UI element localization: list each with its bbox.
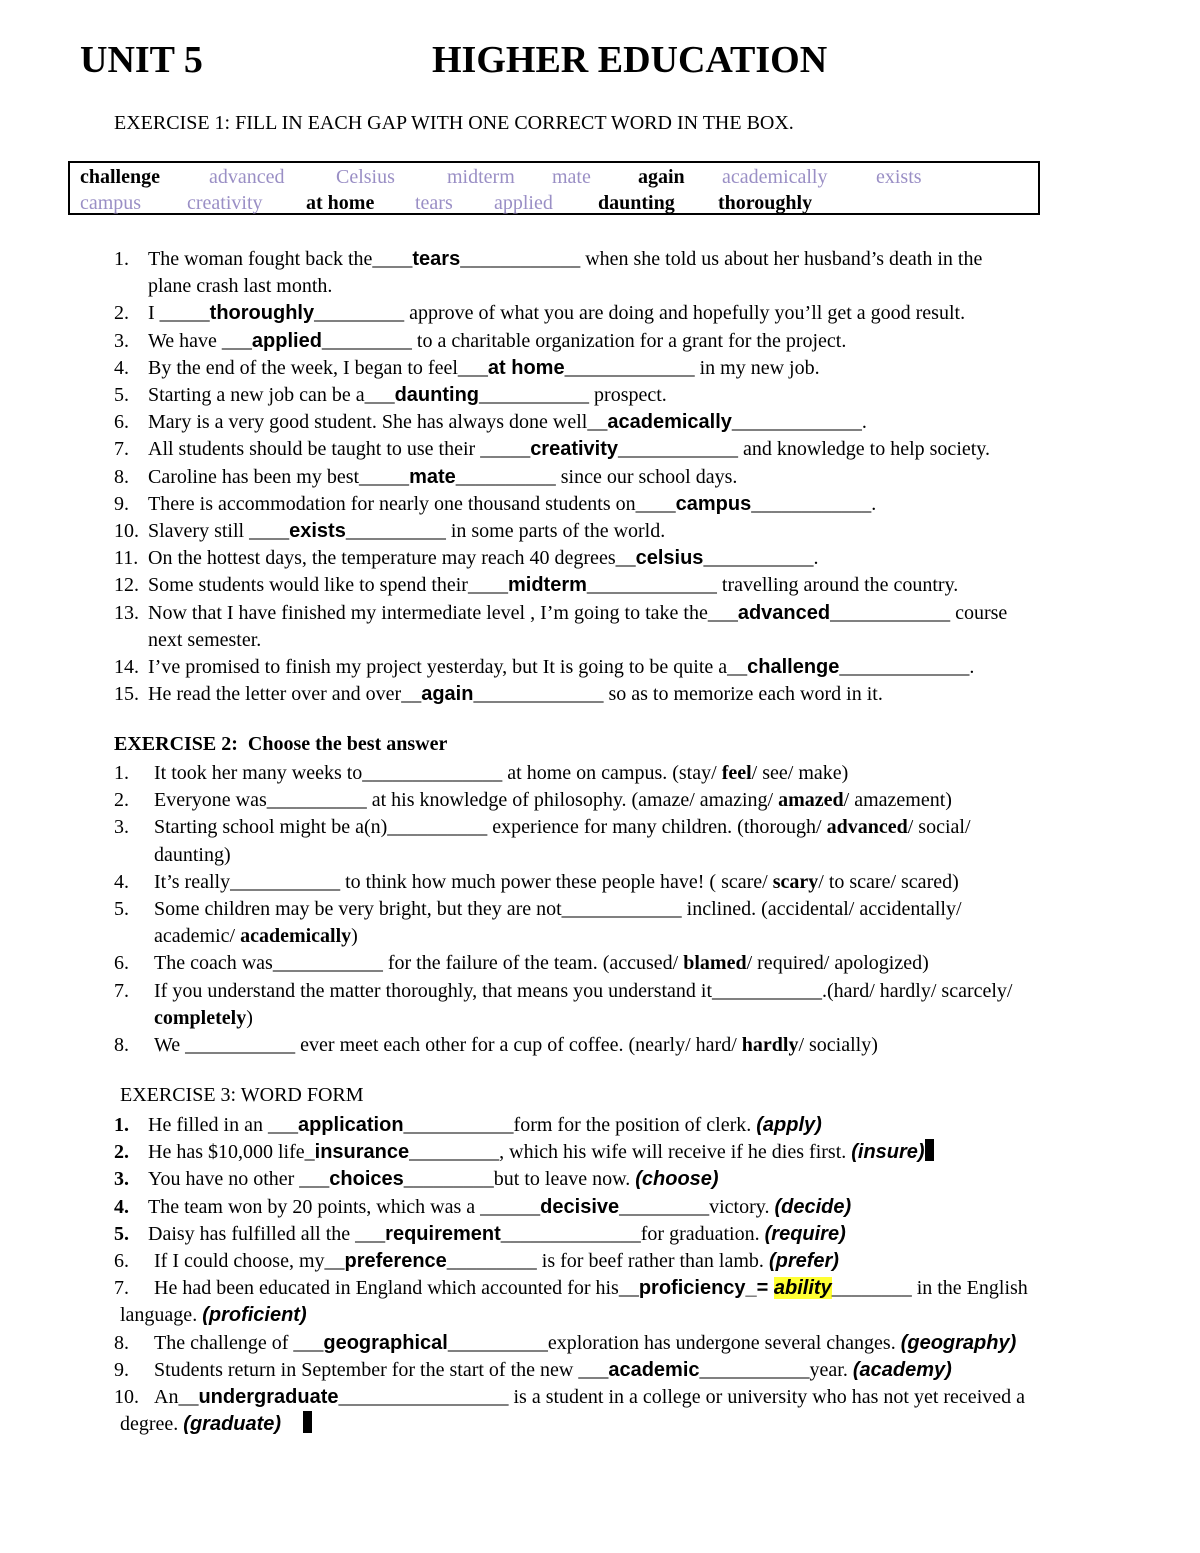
text-cursor-icon bbox=[303, 1411, 312, 1433]
item-text bbox=[148, 300, 965, 327]
item-text bbox=[154, 869, 959, 896]
word-box-item: applied bbox=[494, 192, 553, 214]
item-pre: He had been educated in England which accounted for his__ bbox=[154, 1277, 639, 1300]
item-segment: / see/ make) bbox=[751, 762, 849, 784]
item-number: 5. bbox=[114, 898, 129, 920]
item-post: __________ in some parts of the world. bbox=[345, 520, 666, 542]
item-hint: (geography) bbox=[900, 1331, 1017, 1354]
item-answer: creativity bbox=[530, 438, 619, 461]
item-answer: hardly bbox=[741, 1034, 799, 1056]
item-post: ___________. bbox=[703, 547, 819, 570]
item-number: 4. bbox=[114, 356, 129, 379]
item-text bbox=[154, 923, 358, 950]
item-answer: choices bbox=[329, 1168, 404, 1191]
item-post: ____________ when she told us about her husband’s death in the bbox=[460, 248, 983, 270]
item-answer: daunting bbox=[394, 384, 480, 406]
item-answer: again bbox=[421, 683, 474, 706]
item-text bbox=[148, 1221, 846, 1248]
item-pre: Now that I have finished my intermediate level , I’m going to take the___ bbox=[148, 601, 738, 624]
word-box-item: daunting bbox=[598, 192, 675, 214]
item-segment: Starting school might be a(n)__________ experience for many children. (thorough/ bbox=[154, 816, 827, 839]
item-number: 4. bbox=[114, 1195, 129, 1218]
item-post: _________________ is a student in a college or university who has not yet received a bbox=[338, 1386, 1025, 1408]
word-box-item: advanced bbox=[209, 166, 285, 188]
item-post: __________exploration has undergone several changes. bbox=[447, 1331, 901, 1354]
item-answer: campus bbox=[675, 492, 752, 515]
exercise2-heading-label: EXERCISE 2: bbox=[114, 733, 238, 755]
item-pre: All students should be taught to use their _____ bbox=[148, 438, 531, 461]
item-pre: language. bbox=[120, 1304, 203, 1327]
item-text bbox=[148, 273, 332, 300]
item-post: _____________ in my new job. bbox=[564, 356, 820, 379]
item-text bbox=[154, 760, 848, 787]
exercise2-heading bbox=[114, 733, 447, 756]
text-cursor-icon bbox=[925, 1139, 934, 1161]
item-segment: It’s really___________ to think how much power these people have! ( scare/ bbox=[154, 870, 773, 893]
item-number: 3. bbox=[114, 329, 129, 352]
item-hint: (require) bbox=[764, 1222, 846, 1245]
exercise2-heading-text: Choose the best answer bbox=[247, 733, 448, 755]
item-number: 10. bbox=[114, 1386, 139, 1408]
word-box-item: creativity bbox=[187, 192, 263, 214]
item-text bbox=[154, 1005, 253, 1032]
item-number: 7. bbox=[114, 438, 129, 461]
item-number: 2. bbox=[114, 302, 129, 325]
item-hint: (choose) bbox=[635, 1168, 719, 1191]
item-number: 5. bbox=[114, 1222, 129, 1245]
item-pre: There is accommodation for nearly one thousand students on____ bbox=[148, 492, 676, 515]
item-number: 6. bbox=[114, 1250, 129, 1272]
item-answer: advanced bbox=[826, 816, 908, 839]
item-segment: If you understand the matter thoroughly, that means you understand it___________.(hard/ hardly/ scarcely/ bbox=[154, 979, 1013, 1002]
item-answer: proficiency_= bbox=[638, 1277, 774, 1300]
item-text bbox=[154, 950, 929, 977]
item-number: 8. bbox=[114, 1331, 129, 1354]
item-text bbox=[154, 1384, 1025, 1411]
item-answer: insurance bbox=[314, 1141, 410, 1164]
item-text bbox=[148, 409, 867, 436]
item-text bbox=[148, 627, 261, 654]
item-pre: I _____ bbox=[148, 302, 210, 325]
item-post: _________, which his wife will receive if he dies first. bbox=[409, 1141, 852, 1164]
word-box-item: midterm bbox=[447, 166, 515, 188]
item-pre: degree. bbox=[120, 1413, 184, 1436]
word-box-item: challenge bbox=[80, 166, 160, 188]
item-answer: undergraduate bbox=[198, 1386, 339, 1408]
item-text bbox=[154, 1330, 1016, 1357]
item-number: 8. bbox=[114, 1034, 129, 1056]
item-post: ____________ course bbox=[830, 601, 1008, 624]
item-hint: (decide) bbox=[774, 1195, 852, 1218]
item-segment: We ___________ ever meet each other for a cup of coffee. (nearly/ hard/ bbox=[154, 1034, 742, 1056]
item-number: 9. bbox=[114, 492, 129, 515]
item-answer: at home bbox=[487, 356, 565, 379]
word-box-item: academically bbox=[722, 166, 828, 188]
item-post: _________ approve of what you are doing and hopefully you’ll get a good result. bbox=[314, 302, 966, 325]
item-pre: The team won by 20 points, which was a ______ bbox=[148, 1195, 541, 1218]
item-segment: ) bbox=[246, 1006, 253, 1029]
item-pre: next semester. bbox=[148, 628, 262, 651]
item-pre: Daisy has fulfilled all the ___ bbox=[148, 1222, 386, 1245]
item-segment: The coach was___________ for the failure of the team. (accused/ bbox=[154, 952, 684, 975]
item-segment: / required/ apologized) bbox=[746, 952, 929, 975]
item-segment: Some children may be very bright, but they are not____________ inclined. (accidental/ accidentally/ bbox=[154, 898, 962, 920]
item-text bbox=[148, 491, 876, 518]
item-segment: academic/ bbox=[154, 925, 241, 948]
item-text bbox=[148, 382, 667, 409]
item-post: _________ to a charitable organization for a grant for the project. bbox=[321, 329, 847, 352]
item-segment: It took her many weeks to______________ at home on campus. (stay/ bbox=[154, 762, 722, 784]
item-text bbox=[154, 1275, 1028, 1302]
item-number: 7. bbox=[114, 1277, 129, 1300]
word-box-item: again bbox=[638, 166, 685, 188]
item-answer: scary bbox=[772, 870, 819, 893]
item-post: ______________for graduation. bbox=[500, 1222, 765, 1245]
item-number: 2. bbox=[114, 789, 129, 812]
unit-topic: HIGHER EDUCATION bbox=[432, 39, 828, 81]
item-text bbox=[148, 654, 974, 681]
item-number: 4. bbox=[114, 870, 129, 893]
item-text bbox=[154, 978, 1013, 1005]
item-post: _____________. bbox=[731, 411, 867, 434]
item-text bbox=[148, 681, 883, 708]
item-text bbox=[154, 787, 952, 814]
item-segment: / social/ bbox=[907, 816, 971, 839]
item-pre: I’ve promised to finish my project yesterday, but It is going to be quite a__ bbox=[148, 656, 748, 678]
item-text bbox=[148, 1166, 719, 1193]
item-answer: completely bbox=[154, 1006, 247, 1029]
item-pre: plane crash last month. bbox=[148, 275, 333, 298]
item-tail: ________ in the English bbox=[831, 1277, 1028, 1300]
item-post: ___________ prospect. bbox=[479, 384, 667, 406]
page-title bbox=[80, 38, 1180, 88]
unit-label: UNIT 5 bbox=[80, 39, 203, 81]
item-pre: He read the letter over and over__ bbox=[148, 683, 422, 706]
item-answer: academically bbox=[240, 925, 352, 948]
item-segment: Everyone was__________ at his knowledge of philosophy. (amaze/ amazing/ bbox=[154, 789, 779, 812]
item-answer: preference bbox=[344, 1250, 447, 1272]
item-text bbox=[154, 1032, 878, 1059]
item-answer: amazed bbox=[778, 789, 844, 812]
item-answer: feel bbox=[721, 762, 752, 784]
item-pre: Mary is a very good student. She has always done well__ bbox=[148, 411, 608, 434]
exercise1-heading: EXERCISE 1: FILL IN EACH GAP WITH ONE CORRECT WORD IN THE BOX. bbox=[114, 112, 794, 134]
item-post: _____________. bbox=[839, 656, 975, 678]
item-pre: On the hottest days, the temperature may reach 40 degrees__ bbox=[148, 547, 636, 570]
item-pre: You have no other ___ bbox=[148, 1168, 330, 1191]
item-post: ___________form for the position of clerk. bbox=[403, 1114, 757, 1136]
item-pre: Students return in September for the start of the new ___ bbox=[154, 1358, 609, 1381]
item-number: 1. bbox=[114, 762, 129, 784]
item-answer: academic bbox=[608, 1358, 700, 1381]
item-text bbox=[154, 896, 962, 923]
item-text bbox=[148, 355, 820, 382]
item-answer: midterm bbox=[507, 574, 587, 597]
item-number: 11. bbox=[114, 547, 139, 570]
item-text bbox=[148, 518, 665, 545]
word-box-item: tears bbox=[415, 192, 453, 214]
item-segment: daunting) bbox=[154, 843, 231, 866]
item-number: 3. bbox=[114, 1168, 129, 1191]
item-hint: (academy) bbox=[852, 1358, 952, 1381]
item-answer: blamed bbox=[683, 952, 747, 975]
item-post: _________but to leave now. bbox=[403, 1168, 636, 1191]
item-answer: geographical bbox=[323, 1331, 448, 1354]
item-pre: Caroline has been my best_____ bbox=[148, 465, 410, 488]
item-post: _________ is for beef rather than lamb. bbox=[446, 1250, 769, 1272]
word-box-item: campus bbox=[80, 192, 142, 214]
item-pre: He filled in an ___ bbox=[148, 1114, 298, 1136]
item-number: 6. bbox=[114, 952, 129, 975]
item-text bbox=[148, 545, 818, 572]
item-pre: The challenge of ___ bbox=[154, 1331, 324, 1354]
item-number: 5. bbox=[114, 384, 129, 406]
item-answer: requirement bbox=[385, 1222, 501, 1245]
item-post: __________ since our school days. bbox=[455, 465, 738, 488]
item-post: _____________ so as to memorize each word in it. bbox=[473, 683, 883, 706]
item-answer: exists bbox=[289, 520, 346, 542]
item-answer: academically bbox=[607, 411, 732, 434]
item-number: 7. bbox=[114, 979, 129, 1002]
item-post: ____________ and knowledge to help society. bbox=[618, 438, 991, 461]
item-pre: Starting a new job can be a___ bbox=[148, 384, 395, 406]
item-number: 12. bbox=[114, 574, 139, 597]
item-text bbox=[148, 600, 1007, 627]
item-answer: application bbox=[297, 1114, 404, 1136]
item-text bbox=[148, 572, 958, 599]
item-number: 1. bbox=[114, 1114, 129, 1136]
word-box-item: thoroughly bbox=[718, 192, 813, 214]
item-segment: ) bbox=[351, 925, 358, 948]
item-number: 2. bbox=[114, 1141, 129, 1164]
word-box-item: at home bbox=[306, 192, 375, 214]
item-number: 14. bbox=[114, 656, 139, 678]
item-post: _________victory. bbox=[619, 1195, 775, 1218]
item-number: 3. bbox=[114, 816, 129, 839]
word-box-item: mate bbox=[552, 166, 591, 188]
item-hint: (graduate) bbox=[183, 1413, 282, 1436]
item-segment: / to scare/ scared) bbox=[818, 870, 959, 893]
item-text bbox=[148, 328, 846, 355]
item-text bbox=[120, 1411, 312, 1438]
item-post: _____________ travelling around the country. bbox=[586, 574, 959, 597]
item-pre: He has $10,000 life_ bbox=[148, 1141, 315, 1164]
item-text bbox=[148, 464, 737, 491]
item-text bbox=[148, 1112, 822, 1139]
item-answer: thoroughly bbox=[209, 302, 315, 325]
item-hint: (proficient) bbox=[202, 1304, 307, 1327]
item-answer: celsius bbox=[635, 547, 704, 570]
item-answer: mate bbox=[409, 465, 456, 488]
item-pre: We have ___ bbox=[148, 329, 252, 352]
word-box-item: Celsius bbox=[336, 166, 395, 188]
word-box-item: exists bbox=[876, 166, 922, 188]
exercise3-heading: EXERCISE 3: WORD FORM bbox=[120, 1084, 364, 1106]
item-pre: Slavery still ____ bbox=[148, 520, 290, 542]
item-number: 8. bbox=[114, 465, 129, 488]
item-pre: If I could choose, my__ bbox=[154, 1250, 345, 1272]
highlighted-answer: ability bbox=[773, 1277, 832, 1300]
word-box bbox=[68, 161, 1040, 215]
item-answer: advanced bbox=[737, 601, 831, 624]
item-text bbox=[154, 814, 971, 841]
item-text bbox=[148, 1194, 851, 1221]
item-text bbox=[148, 436, 990, 463]
item-answer: challenge bbox=[747, 656, 840, 678]
item-text bbox=[148, 1139, 934, 1166]
item-pre: The woman fought back the____ bbox=[148, 248, 413, 270]
item-post: ____________. bbox=[751, 492, 877, 515]
item-number: 1. bbox=[114, 248, 129, 270]
item-text bbox=[154, 1357, 952, 1384]
item-segment: / socially) bbox=[798, 1034, 878, 1056]
item-number: 10. bbox=[114, 520, 139, 542]
item-number: 13. bbox=[114, 601, 139, 624]
item-text bbox=[120, 1302, 307, 1329]
item-post: ___________year. bbox=[699, 1358, 853, 1381]
item-number: 15. bbox=[114, 683, 139, 706]
item-answer: tears bbox=[412, 248, 461, 270]
item-hint: (apply) bbox=[756, 1114, 822, 1136]
item-answer: applied bbox=[251, 329, 322, 352]
item-number: 9. bbox=[114, 1358, 129, 1381]
item-text bbox=[154, 1248, 839, 1275]
item-number: 6. bbox=[114, 411, 129, 434]
item-answer: decisive bbox=[540, 1195, 620, 1218]
item-pre: An__ bbox=[154, 1386, 199, 1408]
item-text bbox=[148, 246, 982, 273]
item-text bbox=[154, 842, 231, 869]
item-pre: Some students would like to spend their____ bbox=[148, 574, 508, 597]
item-hint: (prefer) bbox=[768, 1250, 839, 1272]
item-hint: (insure) bbox=[851, 1141, 925, 1164]
item-segment: / amazement) bbox=[843, 789, 952, 812]
item-pre: By the end of the week, I began to feel___ bbox=[148, 356, 488, 379]
